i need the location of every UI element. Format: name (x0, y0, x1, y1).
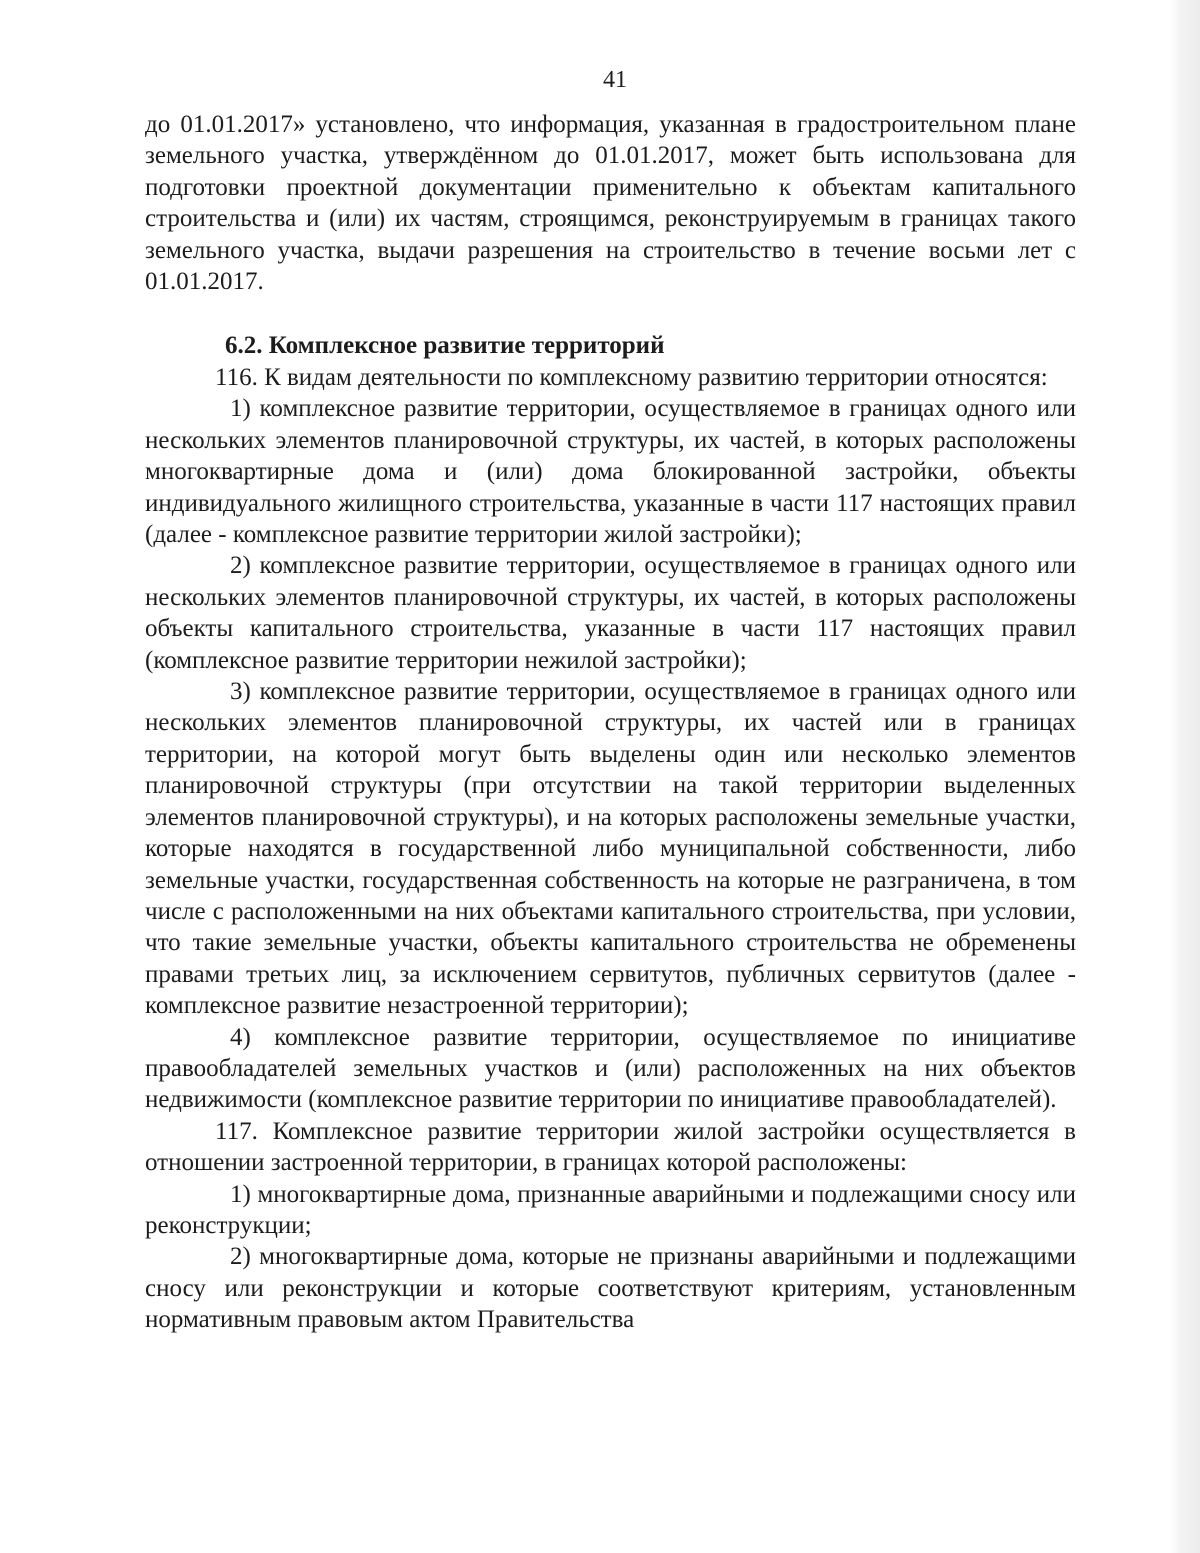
continuation-block (145, 109, 1076, 297)
paragraph-116: 116. К видам деятельности по комплексному развитию территории относятся: (215, 364, 1048, 391)
list-item-116-2: 2) комплексное развитие территории, осуществляемое в границах одного или нескольких элементов планировочной структуры, их частей, в которых расположены объекты капитального строительства, указанные в части 117 настоящих правил (комплексное развитие территории нежилой застройки); (145, 552, 1076, 674)
section-body (145, 362, 1076, 1336)
page-edge-shadow (1170, 0, 1200, 1553)
list-item-116-4: 4) комплексное развитие территории, осуществляемое по инициативе правообладателей земельных участков и (или) расположенных на них объектов недвижимости (комплексное развитие территории по инициативе правообладателей). (145, 1023, 1076, 1114)
list-item-116-1: 1) комплексное развитие территории, осуществляемое в границах одного или нескольких элементов планировочной структуры, их частей, в которых расположены многоквартирные дома и (или) дома блокированной застройки, объекты индивидуального жилищного строительства, указанные в части 117 настоящих правил (далее - комплексное развитие территории жилой застройки); (145, 395, 1076, 549)
list-item-117-2: 2) многоквартирные дома, которые не признаны аварийными и подлежащими сносу или реконструкции и которые соответствуют критериям, установленным нормативным правовым актом Правительства (145, 1243, 1076, 1334)
continuation-paragraph: до 01.01.2017» установлено, что информация, указанная в градостроительном плане земельного участка, утверждённом до 01.01.2017, может быть использована для подготовки проектной документации применительно к объектам капитального строительства и (или) их частям, строящимся, реконструируемым в границах такого земельного участка, выдачи разрешения на строительство в течение восьми лет с 01.01.2017. (145, 111, 1076, 296)
paragraph-117: 117. Комплексное развитие территории жилой застройки осуществляется в отношении застроенной территории, в границах которой расположены: (145, 1117, 1076, 1177)
list-item-116-3: 3) комплексное развитие территории, осуществляемое в границах одного или нескольких элементов планировочной структуры, их частей или в границах территории, на которой могут быть выделены один или несколько элементов планировочной структуры (при отсутствии на такой территории выделенных элементов планировочной структуры), и на которых расположены земельные участки, которые находятся в государственной либо муниципальной собственности, либо земельные участки, государственная собственность на которые не разграничена, в том числе с расположенными на них объектами капитального строительства, при условии, что такие земельные участки, объекты капитального строительства не обременены правами третьих лиц, за исключением сервитутов, публичных сервитутов (далее - комплексное развитие незастроенной территории); (145, 678, 1076, 1020)
list-item-117-1: 1) многоквартирные дома, признанные аварийными и подлежащими сносу или реконструкции; (145, 1180, 1076, 1239)
section-heading: 6.2. Комплексное развитие территорий (225, 332, 665, 359)
page-number: 41 (603, 67, 627, 93)
